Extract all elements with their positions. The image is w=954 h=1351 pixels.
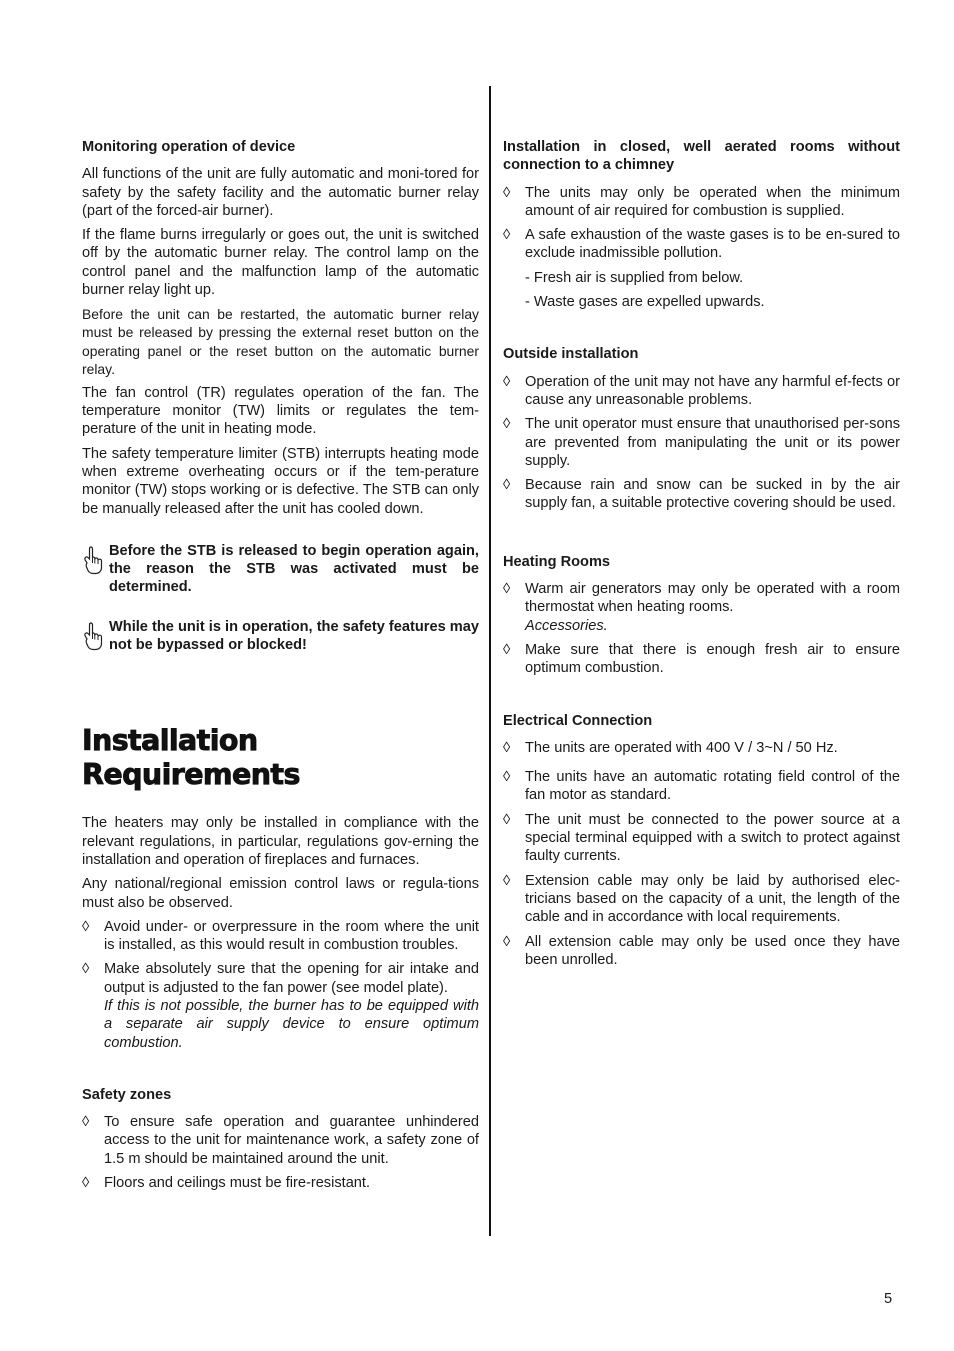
bullet-diamond-icon: ◊ (503, 872, 511, 889)
bullet-diamond-icon: ◊ (82, 1175, 90, 1192)
monitoring-paragraph: The fan control (TR) regulates operation of the fan. The temperature monitor (TW) limits or regulates the tem-perature of the unit in heating mode. (82, 384, 479, 438)
electrical-connection-heading: Electrical Connection (503, 712, 653, 729)
list-item: ◊ Make absolutely sure that the opening for air intake and output is adjusted to the fan power (see model plate). If this is not possible, the burner has to be equipped with a separate air supply device to ensure optimum combustion. (82, 961, 479, 1051)
install-bullet-list (82, 918, 479, 1052)
italic-note: Accessories. (525, 617, 608, 634)
list-item: ◊ The units have an automatic rotating field control of the fan motor as standard. (503, 769, 900, 804)
monitoring-paragraph: All functions of the unit are fully automatic and moni-tored for safety by the safety facility and the automatic burner relay (part of the forced-air burner). (82, 166, 479, 219)
bypass-warning-note (82, 618, 479, 655)
bullet-diamond-icon: ◊ (82, 1114, 90, 1131)
outside-installation-heading: Outside installation (503, 346, 639, 363)
list-item: ◊ All extension cable may only be used once they have been unrolled. (503, 933, 900, 968)
monitoring-paragraph: Before the unit can be restarted, the automatic burner relay must be released by pressing the external reset button on the operating panel or the reset button on the automatic burner relay. (82, 306, 479, 377)
monitoring-paragraph: The safety temperature limiter (STB) interrupts heating mode when extreme overheating occurs or if the tem-perature monitor (TW) stops working or is defective. The STB can only be manually released after the unit has cooled down. (82, 445, 479, 517)
monitoring-paragraph: If the flame burns irregularly or goes out, the unit is switched off by the automatic burner relay. The control lamp on the control panel and the malfunction lamp of the automatic burner relay light up. (82, 227, 479, 299)
bullet-diamond-icon: ◊ (503, 641, 511, 658)
install-paragraph: Any national/regional emission control laws or regula-tions must also be observed. (82, 876, 479, 911)
stb-warning-note (82, 542, 479, 597)
bullet-diamond-icon: ◊ (503, 477, 511, 494)
list-item: ◊ The unit must be connected to the power source at a special terminal equipped with a switch to protect against faulty currents. (503, 811, 900, 865)
column-divider (489, 86, 491, 1236)
bullet-diamond-icon: ◊ (503, 769, 511, 786)
outside-list (503, 373, 900, 513)
safety-zones-heading: Safety zones (82, 1086, 172, 1103)
bullet-diamond-icon: ◊ (503, 739, 511, 756)
left-column (82, 138, 479, 1198)
bullet-diamond-icon: ◊ (82, 918, 90, 935)
pointing-hand-icon (82, 545, 104, 575)
heating-rooms-heading: Heating Rooms (503, 553, 611, 570)
list-item: ◊ Make sure that there is enough fresh air to ensure optimum combustion. (503, 641, 900, 677)
list-item: ◊ A safe exhaustion of the waste gases is to be en-sured to exclude inadmissible pollution. (503, 227, 900, 262)
bullet-diamond-icon: ◊ (503, 184, 511, 201)
list-item: ◊ Warm air generators may only be operated with a room thermostat when heating rooms. Accessories. (503, 581, 900, 634)
sub-item: - Fresh air is supplied from below. (525, 269, 744, 286)
list-item: ◊ To ensure safe operation and guarantee unhindered access to the unit for maintenance work, a safety zone of 1.5 m should be maintained around the unit. (82, 1114, 479, 1167)
list-item: ◊ Extension cable may only be laid by authorised elec-tricians based on the capacity of a unit, the length of the cable and in accordance with local requirements. (503, 872, 900, 926)
list-item: ◊ Operation of the unit may not have any harmful ef-fects or cause any unreasonable problems. (503, 373, 900, 408)
bullet-diamond-icon: ◊ (503, 581, 511, 598)
list-item: ◊ Because rain and snow can be sucked in by the air supply fan, a suitable protective covering should be used. (503, 477, 900, 512)
bullet-diamond-icon: ◊ (503, 373, 511, 390)
installation-requirements-title: Installation Requirements (82, 724, 300, 792)
install-paragraph: The heaters may only be installed in compliance with the relevant regulations, in particular, regulations gov-erning the installation and operation of fireplaces and furnaces. (82, 815, 479, 868)
closed-rooms-heading: Installation in closed, well aerated rooms without connection to a chimney (503, 139, 900, 174)
italic-note: If this is not possible, the burner has to be equipped with a separate air supply device to ensure optimum combustion. (104, 997, 479, 1051)
closed-rooms-list (503, 184, 900, 263)
note-text: While the unit is in operation, the safety features may not be bypassed or blocked! (109, 618, 479, 654)
sub-item: - Waste gases are expelled upwards. (525, 294, 765, 311)
heating-list (503, 580, 900, 677)
note-text: Before the STB is released to begin operation again, the reason the STB was activated must be determined. (109, 542, 479, 596)
monitoring-heading: Monitoring operation of device (82, 139, 296, 155)
list-item: ◊ The unit operator must ensure that unauthorised per-sons are prevented from manipulating the unit or its power supply. (503, 416, 900, 469)
list-item: ◊ The units are operated with 400 V / 3~N / 50 Hz. (503, 739, 838, 756)
electrical-list (503, 739, 900, 969)
bullet-diamond-icon: ◊ (503, 933, 511, 950)
safety-bullet-list (82, 1113, 479, 1192)
bullet-diamond-icon: ◊ (82, 961, 90, 978)
page-number: 5 (884, 1291, 893, 1307)
right-column (503, 138, 900, 975)
bullet-diamond-icon: ◊ (503, 416, 511, 433)
bullet-diamond-icon: ◊ (503, 227, 511, 244)
list-item: ◊ The units may only be operated when the minimum amount of air required for combustion is supplied. (503, 184, 900, 219)
list-item: ◊ Avoid under- or overpressure in the room where the unit is installed, as this would result in combustion troubles. (82, 918, 479, 954)
bullet-diamond-icon: ◊ (503, 811, 511, 828)
list-item: ◊ Floors and ceilings must be fire-resistant. (82, 1175, 371, 1192)
pointing-hand-icon (82, 621, 104, 651)
